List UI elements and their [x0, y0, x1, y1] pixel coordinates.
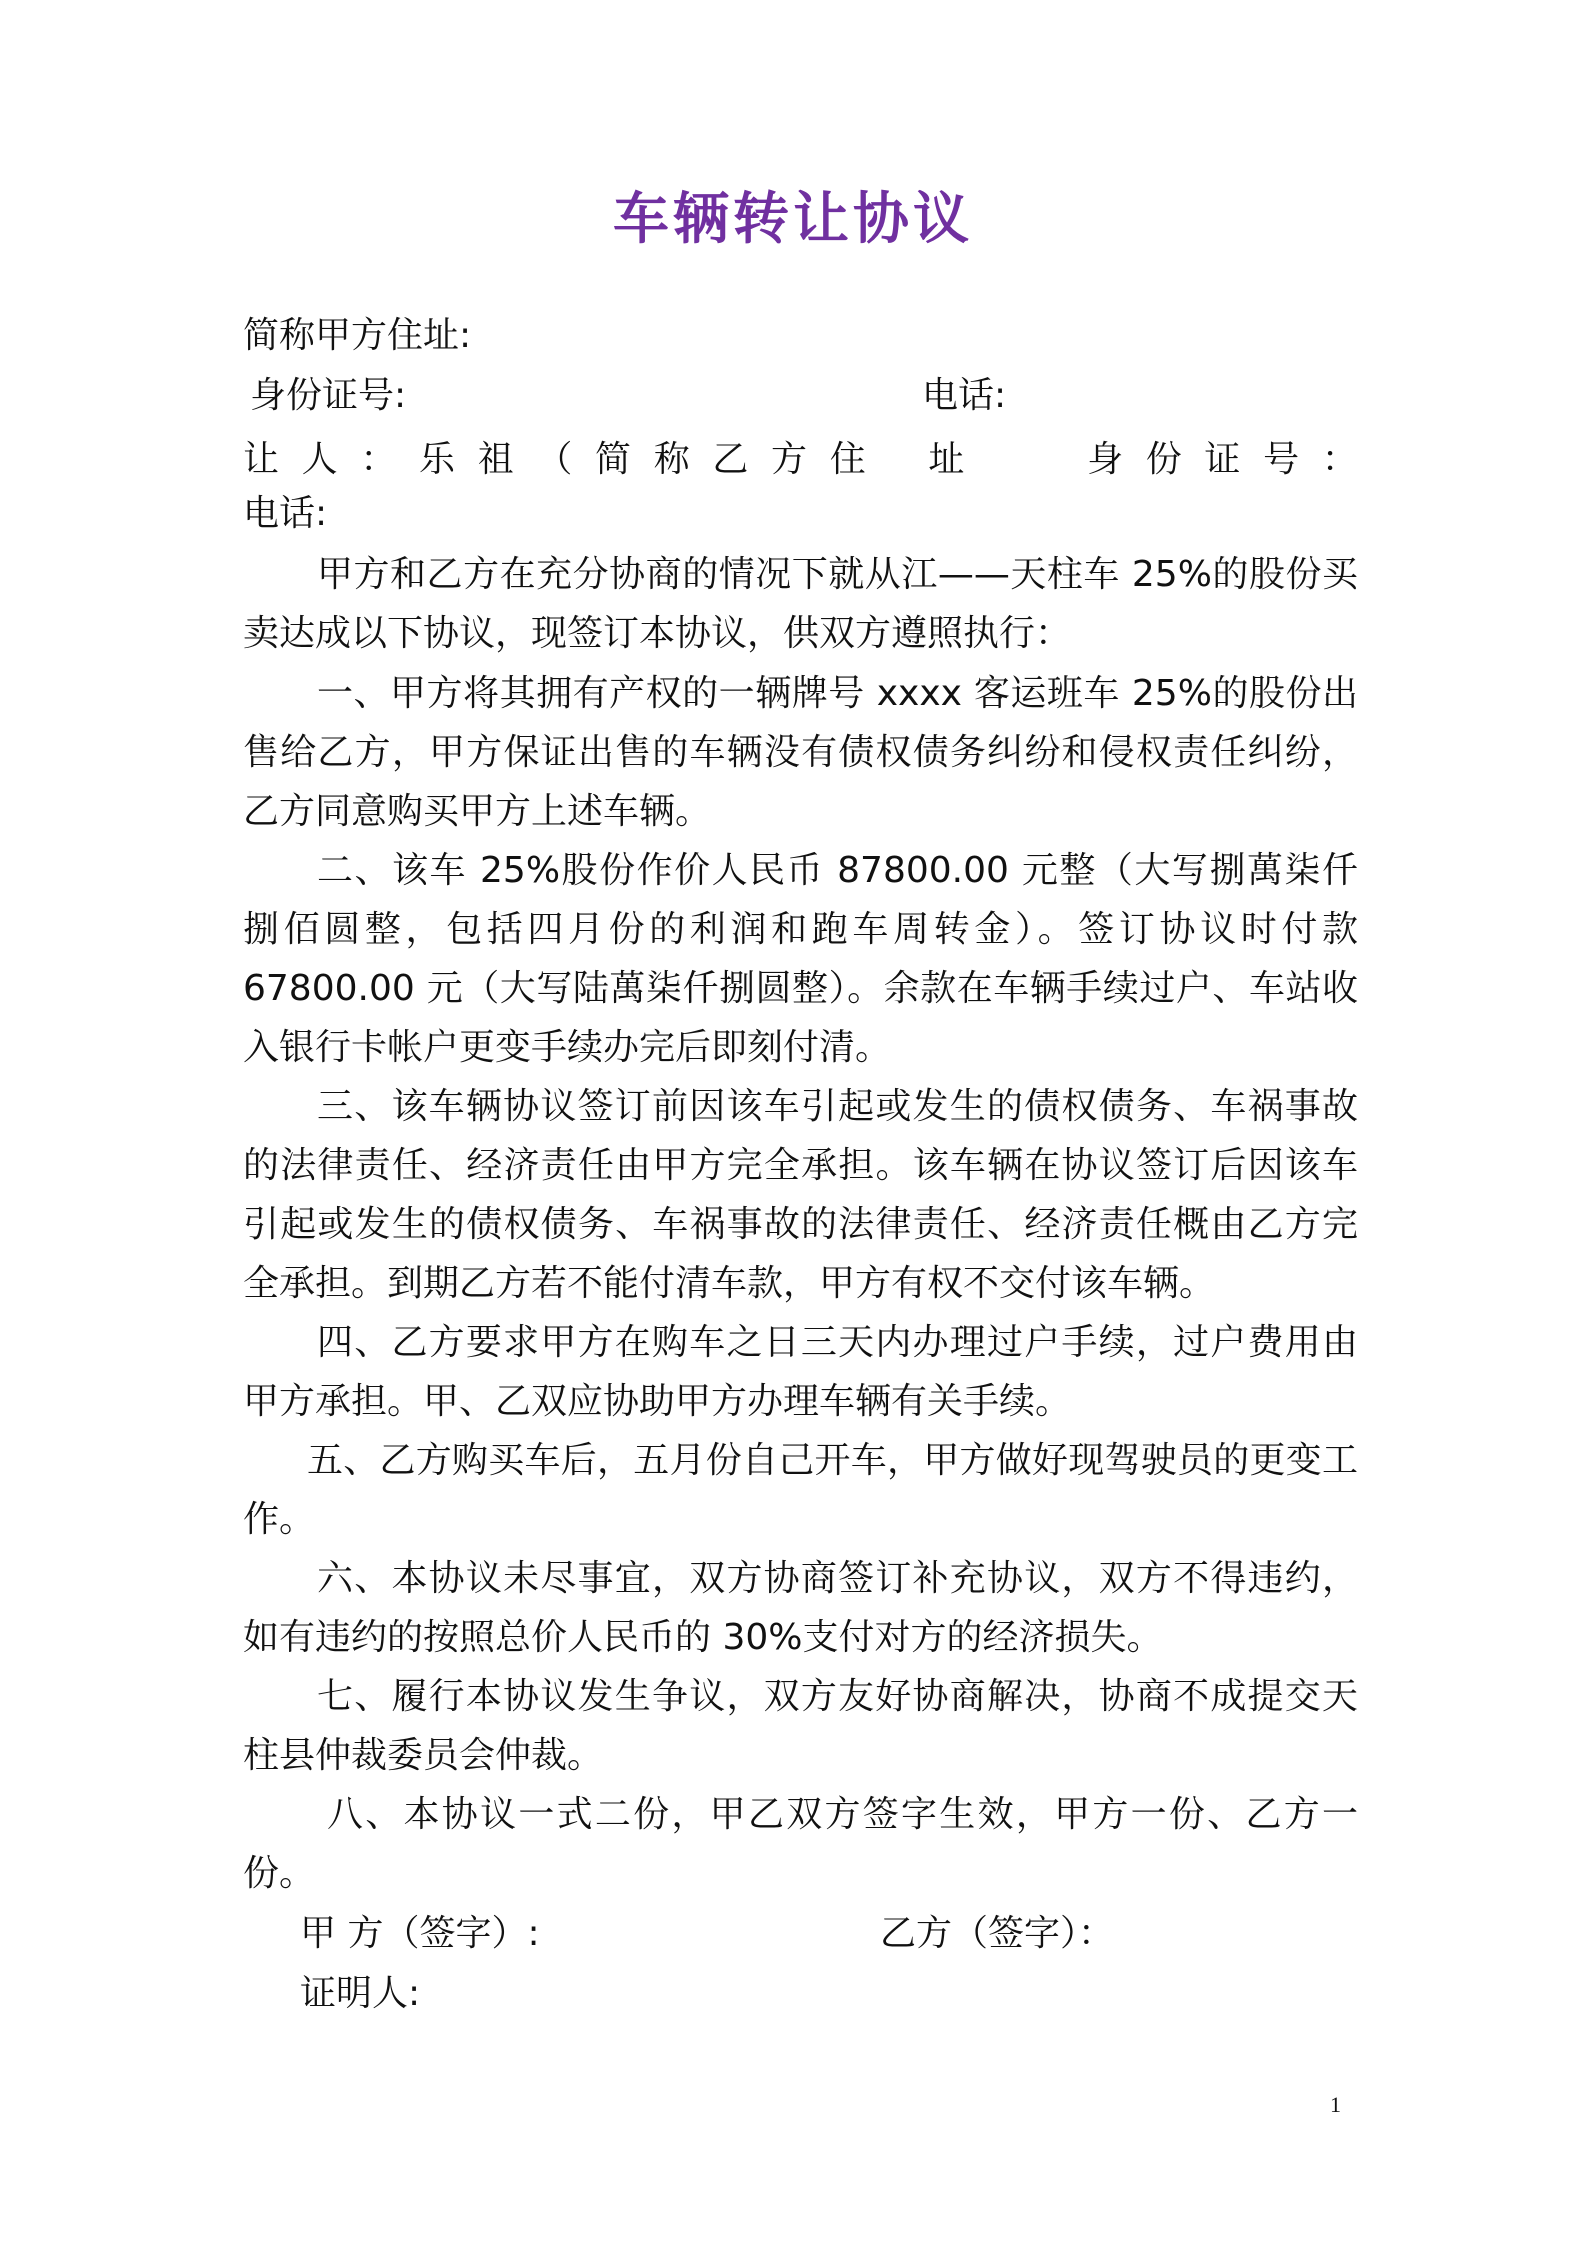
transferee-char: 身 — [1087, 439, 1124, 480]
transferee-char: 简 — [595, 439, 632, 480]
transferee-char: 方 — [771, 439, 808, 480]
transferee-char: 称 — [653, 439, 690, 480]
transferee-line — [243, 436, 1358, 484]
transferee-char: 号 — [1263, 439, 1300, 480]
transferee-char: 人 — [301, 439, 338, 480]
transferee-char: 住 — [829, 439, 866, 480]
transferee-char: 证 — [1204, 439, 1241, 480]
paragraph-clause-5: 五、乙方购买车后，五月份自己开车，甲方做好现驾驶员的更变工作。 — [243, 1440, 1358, 1540]
witness-label: 证明人: — [300, 1973, 421, 2014]
transferee-char: ： — [360, 439, 397, 480]
document-title: 车辆转让协议 — [613, 187, 973, 252]
party-a-id-label: 身份证号: — [250, 375, 407, 416]
party-b-phone-label: 电话: — [243, 493, 328, 534]
paragraph-clause-1: 一、甲方将其拥有产权的一辆牌号 xxxx 客运班车 25%的股份出售给乙方，甲方保证出售的车辆没有债权债务纠纷和侵权责任纠纷，乙方同意购买甲方上述车辆。 — [243, 673, 1358, 832]
party-a-phone-label: 电话: — [922, 375, 1007, 416]
paragraph-intro: 甲方和乙方在充分协商的情况下就从江——天柱车 25%的股份买卖达成以下协议，现签订本协议，供双方遵照执行： — [243, 554, 1358, 654]
party-a-address-label: 简称甲方住址: — [243, 315, 472, 356]
paragraph-clause-8: 八、本协议一式二份，甲乙双方签字生效，甲方一份、乙方一份。 — [243, 1794, 1358, 1894]
paragraph-clause-2: 二、该车 25%股份作价人民币 87800.00 元整（大写捌萬柒仟捌佰圆整，包括四月份的利润和跑车周转金）。签订协议时付款 67800.00 元（大写陆萬柒仟捌圆整）。余款在车辆手续过户、车站收入银行卡帐户更变手续办完后即刻付清。 — [243, 850, 1358, 1068]
paragraph-clause-4: 四、乙方要求甲方在购车之日三天内办理过户手续，过户费用由甲方承担。甲、乙双应协助甲方办理车辆有关手续。 — [243, 1322, 1358, 1422]
transferee-char: 乙 — [712, 439, 749, 480]
party-a-signature-label: 甲 方（签字）: — [300, 1913, 540, 1954]
party-b-signature-label: 乙方（签字）： — [880, 1913, 1115, 1954]
transferee-char: 乐 — [419, 439, 456, 480]
page-number: 1 — [1330, 2092, 1341, 2117]
paragraph-clause-6: 六、本协议未尽事宜，双方协商签订补充协议，双方不得违约，如有违约的按照总价人民币的 30%支付对方的经济损失。 — [243, 1558, 1358, 1658]
transferee-char: 址 — [928, 439, 965, 480]
transferee-char: 祖 — [477, 439, 514, 480]
transferee-char: 让 — [243, 439, 280, 480]
transferee-char: ： — [1321, 439, 1358, 480]
transferee-char: （ — [536, 439, 573, 480]
paragraph-clause-7: 七、履行本协议发生争议，双方友好协商解决，协商不成提交天柱县仲裁委员会仲裁。 — [243, 1676, 1358, 1776]
transferee-char: 份 — [1145, 439, 1182, 480]
paragraph-clause-3: 三、该车辆协议签订前因该车引起或发生的债权债务、车祸事故的法律责任、经济责任由甲方完全承担。该车辆在协议签订后因该车引起或发生的债权债务、车祸事故的法律责任、经济责任概由乙方完全承担。到期乙方若不能付清车款，甲方有权不交付该车辆。 — [243, 1086, 1358, 1304]
